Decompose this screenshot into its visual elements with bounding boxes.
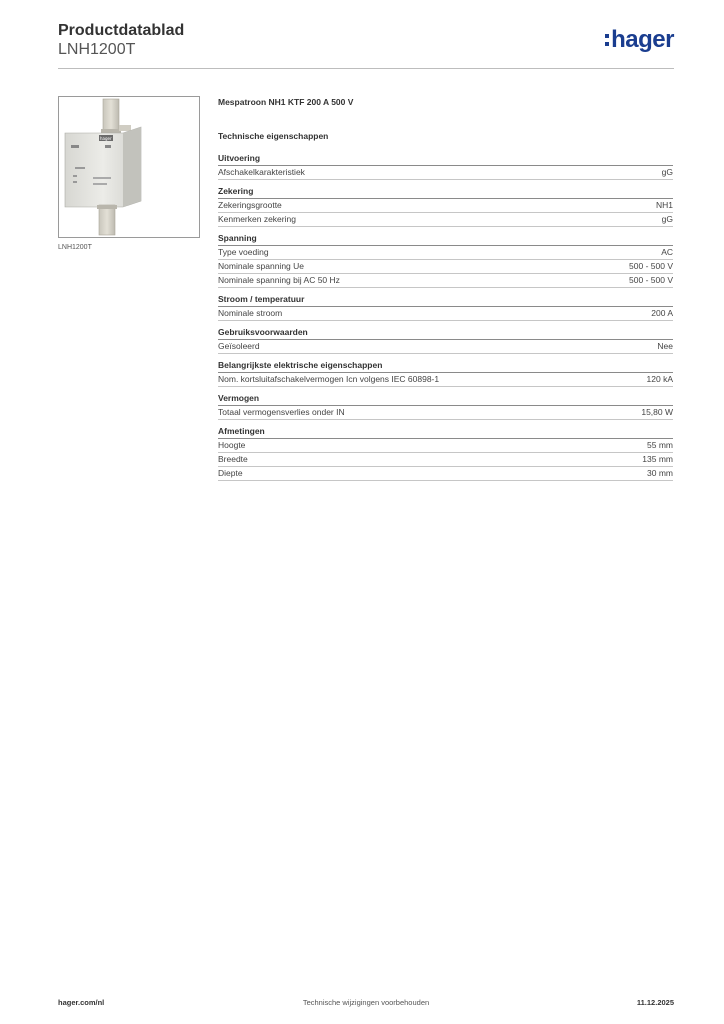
spec-section-vermogen — [218, 393, 673, 420]
spec-row — [218, 260, 673, 274]
footer-website-link[interactable]: hager.com/nl — [58, 998, 105, 1007]
spec-row — [218, 166, 673, 180]
spec-label: Zekeringsgrootte — [218, 200, 282, 210]
spec-label: Hoogte — [218, 440, 246, 450]
section-title: Zekering — [218, 186, 673, 199]
footer-date: 11.12.2025 — [636, 998, 674, 1007]
spec-row — [218, 453, 673, 467]
spec-value: Nee — [657, 341, 673, 351]
spec-value: 500 - 500 V — [629, 275, 673, 285]
hager-logo — [605, 26, 674, 54]
spec-value: 135 mm — [642, 454, 673, 464]
spec-label: Diepte — [218, 468, 243, 478]
spec-row — [218, 274, 673, 288]
spec-row — [218, 246, 673, 260]
spec-value: 30 mm — [647, 468, 673, 478]
spec-value: gG — [661, 167, 673, 177]
logo-colon-icon — [605, 34, 609, 46]
spec-label: Nominale stroom — [218, 308, 283, 318]
spec-label: Totaal vermogensverlies onder IN — [218, 407, 345, 417]
spec-value: 120 kA — [646, 374, 673, 384]
spec-value: gG — [661, 214, 673, 224]
spec-row — [218, 406, 673, 420]
section-title: Belangrijkste elektrische eigenschappen — [218, 360, 673, 373]
spec-value: 500 - 500 V — [629, 261, 673, 271]
svg-text:hager: hager — [100, 136, 112, 141]
spec-section-uitvoering — [218, 153, 673, 180]
spec-value: 200 A — [651, 308, 673, 318]
section-title: Gebruiksvoorwaarden — [218, 327, 673, 340]
spec-row — [218, 213, 673, 227]
header-divider — [58, 68, 674, 69]
spec-section-zekering — [218, 186, 673, 227]
spec-label: Kenmerken zekering — [218, 214, 296, 224]
spec-row — [218, 307, 673, 321]
spec-label: Breedte — [218, 454, 248, 464]
section-title: Uitvoering — [218, 153, 673, 166]
spec-label: Nominale spanning Ue — [218, 261, 304, 271]
section-title: Stroom / temperatuur — [218, 294, 673, 307]
spec-value: NH1 — [655, 200, 673, 210]
spec-label: Nominale spanning bij AC 50 Hz — [218, 275, 340, 285]
spec-value: 55 mm — [647, 440, 673, 450]
document-title: Productdatablad — [58, 22, 185, 39]
logo-text: hager — [611, 26, 674, 53]
spec-row — [218, 373, 673, 387]
product-code: LNH1200T — [58, 41, 136, 58]
fuse-cartridge-image — [59, 97, 199, 237]
spec-row — [218, 467, 673, 481]
footer-notice: Technische wijzigingen voorbehouden — [302, 998, 430, 1007]
spec-label: Geïsoleerd — [218, 341, 260, 351]
image-caption: LNH1200T — [58, 244, 92, 251]
spec-section-stroom — [218, 294, 673, 321]
spec-value: AC — [661, 247, 673, 257]
spec-section-elektrisch — [218, 360, 673, 387]
tech-section-title: Technische eigenschappen — [218, 131, 329, 141]
spec-label: Nom. kortsluitafschakelvermogen Icn volgens IEC 60898-1 — [218, 374, 440, 384]
spec-section-afmetingen — [218, 426, 673, 481]
product-image — [58, 96, 200, 238]
spec-row — [218, 439, 673, 453]
spec-row — [218, 340, 673, 354]
product-name: Mespatroon NH1 KTF 200 A 500 V — [218, 97, 354, 107]
page-header — [58, 20, 674, 70]
spec-label: Type voeding — [218, 247, 269, 257]
section-title: Vermogen — [218, 393, 673, 406]
spec-label: Afschakelkarakteristiek — [218, 167, 305, 177]
spec-row — [218, 199, 673, 213]
spec-content — [218, 97, 673, 487]
section-title: Afmetingen — [218, 426, 673, 439]
spec-value: 15,80 W — [641, 407, 673, 417]
section-title: Spanning — [218, 233, 673, 246]
spec-section-spanning — [218, 233, 673, 288]
spec-section-gebruiksvoorwaarden — [218, 327, 673, 354]
